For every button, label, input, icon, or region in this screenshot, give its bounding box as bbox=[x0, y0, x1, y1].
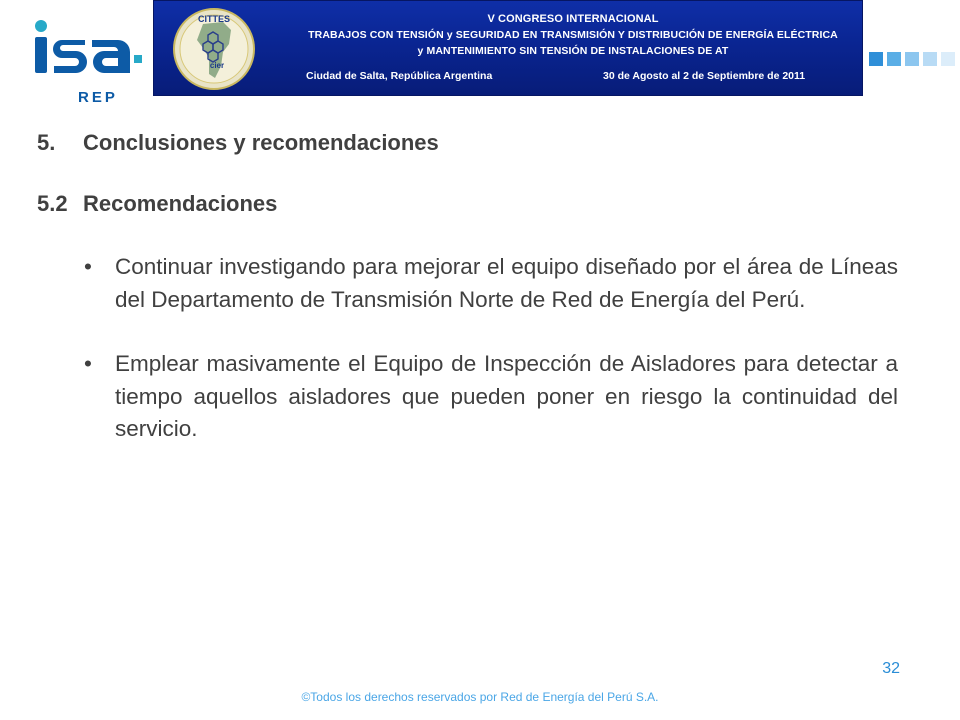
cittes-cier-seal bbox=[173, 8, 255, 90]
banner-dates: 30 de Agosto al 2 de Septiembre de 2011 bbox=[603, 70, 806, 82]
bullet-marker: • bbox=[84, 254, 92, 279]
conference-banner bbox=[153, 0, 863, 96]
recommendations-list bbox=[84, 251, 898, 446]
section-heading bbox=[37, 130, 439, 156]
accent-square bbox=[941, 52, 955, 66]
svg-text:REP: REP bbox=[78, 89, 118, 106]
section-number: 5. bbox=[37, 130, 56, 155]
svg-text:CITTES: CITTES bbox=[197, 14, 231, 24]
copyright-footer: ©Todos los derechos reservados por Red de Energía del Perú S.A. bbox=[301, 690, 659, 704]
list-item bbox=[84, 348, 898, 446]
bullet-marker: • bbox=[84, 351, 92, 376]
accent-square bbox=[905, 52, 919, 66]
subsection-number: 5.2 bbox=[37, 191, 68, 216]
accent-square bbox=[923, 52, 937, 66]
page-number: 32 bbox=[882, 660, 900, 677]
bullet-text: Continuar investigando para mejorar el equipo diseñado por el área de Líneas del Departamento de Transmisión Norte de Red de Energía del Perú. bbox=[115, 254, 898, 312]
banner-subtitle-2: y MANTENIMIENTO SIN TENSIÓN DE INSTALACIONES DE AT bbox=[417, 45, 729, 57]
banner-city: Ciudad de Salta, República Argentina bbox=[306, 70, 493, 82]
subsection-title: Recomendaciones bbox=[83, 191, 278, 216]
banner-title: V CONGRESO INTERNACIONAL bbox=[487, 13, 659, 25]
svg-text:cier: cier bbox=[209, 61, 225, 70]
accent-square bbox=[887, 52, 901, 66]
list-item bbox=[84, 251, 898, 316]
section-title: Conclusiones y recomendaciones bbox=[83, 130, 439, 155]
banner-subtitle-1: TRABAJOS CON TENSIÓN y SEGURIDAD EN TRANSMISIÓN Y DISTRIBUCIÓN DE ENERGÍA ELÉCTRICA bbox=[308, 29, 838, 41]
subsection-heading bbox=[37, 191, 277, 217]
isa-rep-logo bbox=[30, 18, 152, 108]
bullet-text: Emplear masivamente el Equipo de Inspección de Aisladores para detectar a tiempo aquellos aisladores que pueden poner en riesgo la continuidad del servicio. bbox=[115, 351, 898, 441]
accent-square bbox=[869, 52, 883, 66]
decorative-squares bbox=[869, 52, 960, 66]
